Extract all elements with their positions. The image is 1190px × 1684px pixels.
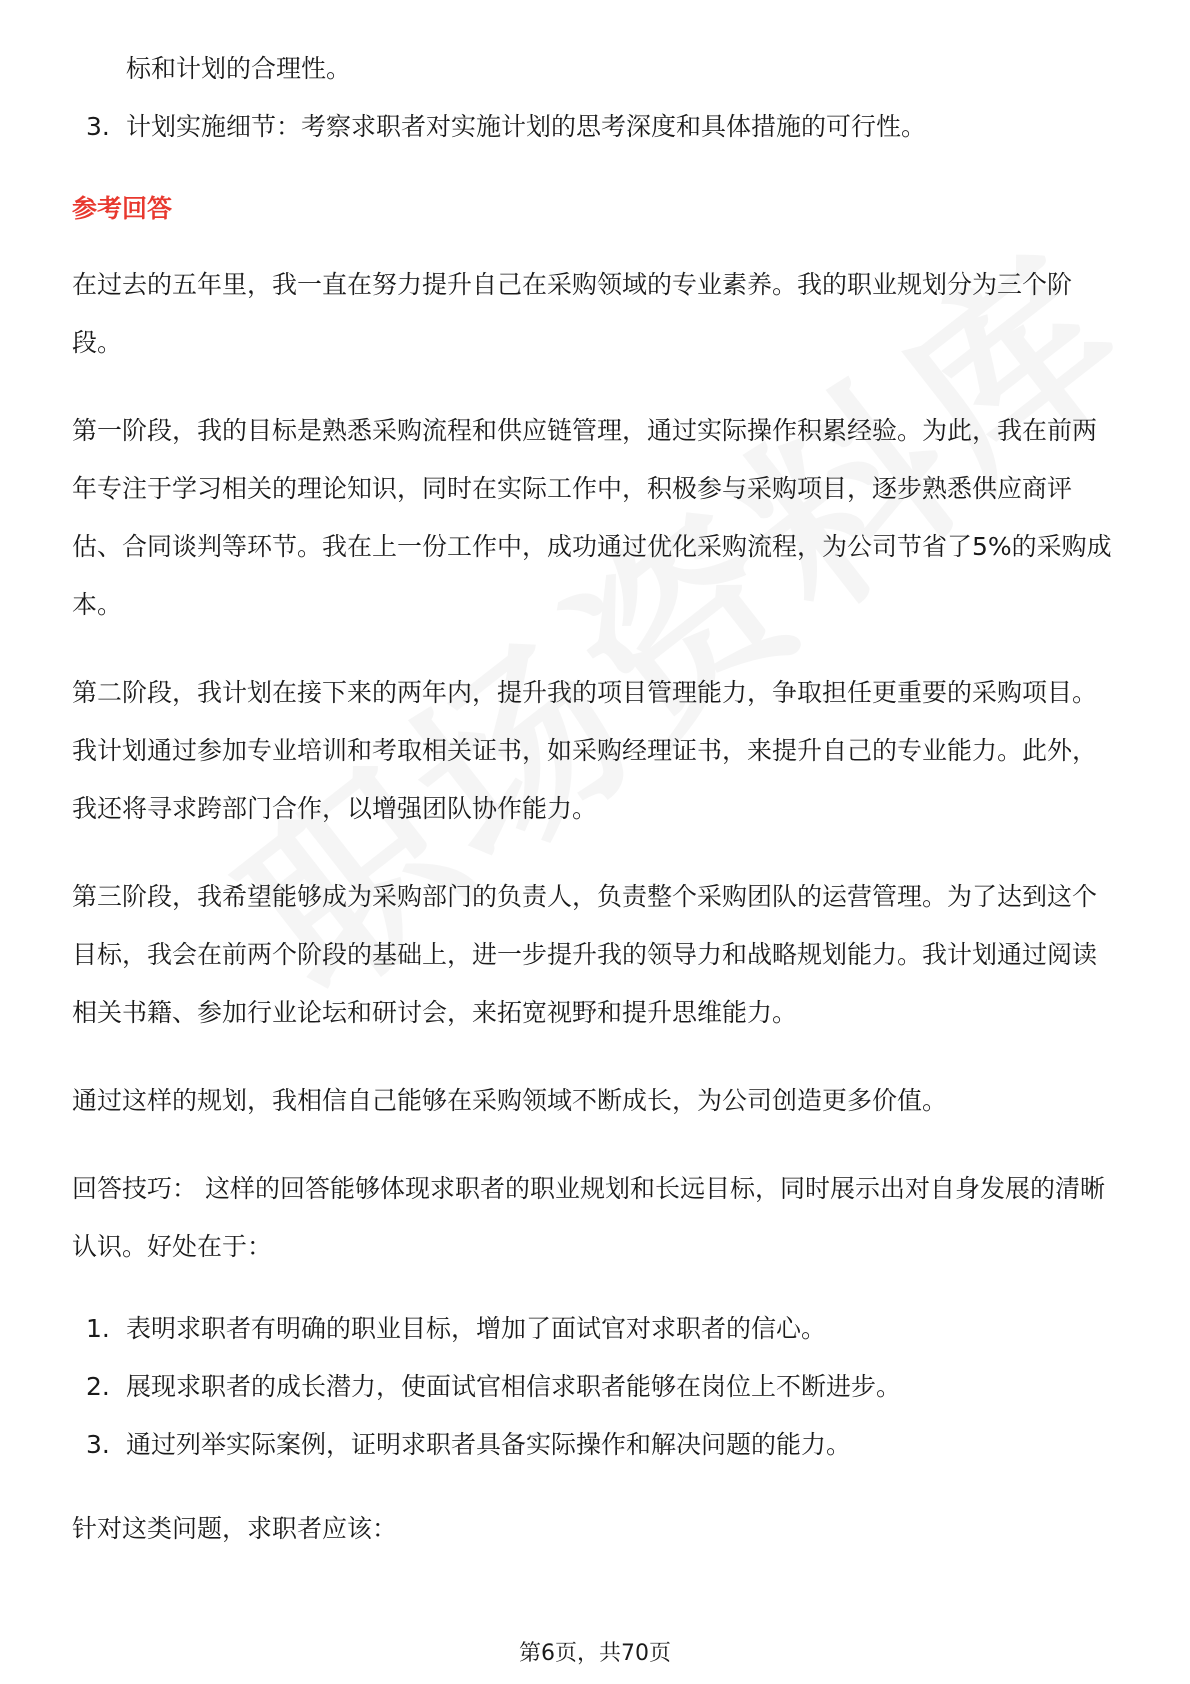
paragraph-tips: 回答技巧： 这样的回答能够体现求职者的职业规划和长远目标，同时展示出对自身发展的清晰认识。好处在于：: [72, 1174, 1105, 1261]
list-item: [72, 98, 1120, 156]
paragraph-stage-2: 第二阶段，我计划在接下来的两年内，提升我的项目管理能力，争取担任更重要的采购项目。我计划通过参加专业培训和考取相关证书，如采购经理证书，来提升自己的专业能力。此外，我还将寻求跨部门合作，以增强团队协作能力。: [72, 678, 1098, 823]
criteria-list: [72, 98, 1120, 156]
section-heading: 参考回答: [72, 194, 173, 223]
paragraph-stage-1: 第一阶段，我的目标是熟悉采购流程和供应链管理，通过实际操作积累经验。为此，我在前两年专注于学习相关的理论知识，同时在实际工作中，积极参与采购项目，逐步熟悉供应商评估、合同谈判等环节。我在上一份工作中，成功通过优化采购流程，为公司节省了5%的采购成本。: [72, 416, 1112, 619]
list-number: 3.: [86, 1430, 110, 1459]
list-item: [72, 1358, 1120, 1416]
paragraph-intro: 在过去的五年里，我一直在努力提升自己在采购领域的专业素养。我的职业规划分为三个阶段。: [72, 270, 1073, 357]
list-number: 1.: [86, 1314, 110, 1343]
paragraph-stage-3: 第三阶段，我希望能够成为采购部门的负责人，负责整个采购团队的运营管理。为了达到这个目标，我会在前两个阶段的基础上，进一步提升我的领导力和战略规划能力。我计划通过阅读相关书籍、参加行业论坛和研讨会，来拓宽视野和提升思维能力。: [72, 882, 1098, 1027]
closing-line: 针对这类问题，求职者应该：: [72, 1514, 398, 1543]
list-item-text: 展现求职者的成长潜力，使面试官相信求职者能够在岗位上不断进步。: [126, 1372, 902, 1401]
page-footer: 第6页，共70页: [519, 1641, 671, 1666]
list-item-text: 表明求职者有明确的职业目标，增加了面试官对求职者的信心。: [126, 1314, 827, 1343]
list-item: [72, 1300, 1120, 1358]
list-item: [72, 1416, 1120, 1474]
list-item-text: 计划实施细节：考察求职者对实施计划的思考深度和具体措施的可行性。: [126, 112, 927, 141]
benefits-list: [72, 1300, 1120, 1474]
list-number: 3.: [86, 112, 110, 141]
list-item-text: 通过列举实际案例，证明求职者具备实际操作和解决问题的能力。: [126, 1430, 852, 1459]
paragraph-conclusion: 通过这样的规划，我相信自己能够在采购领域不断成长，为公司创造更多价值。: [72, 1086, 948, 1115]
list-number: 2.: [86, 1372, 110, 1401]
continuation-line: 标和计划的合理性。: [126, 54, 352, 83]
document-body: [72, 40, 1120, 1558]
